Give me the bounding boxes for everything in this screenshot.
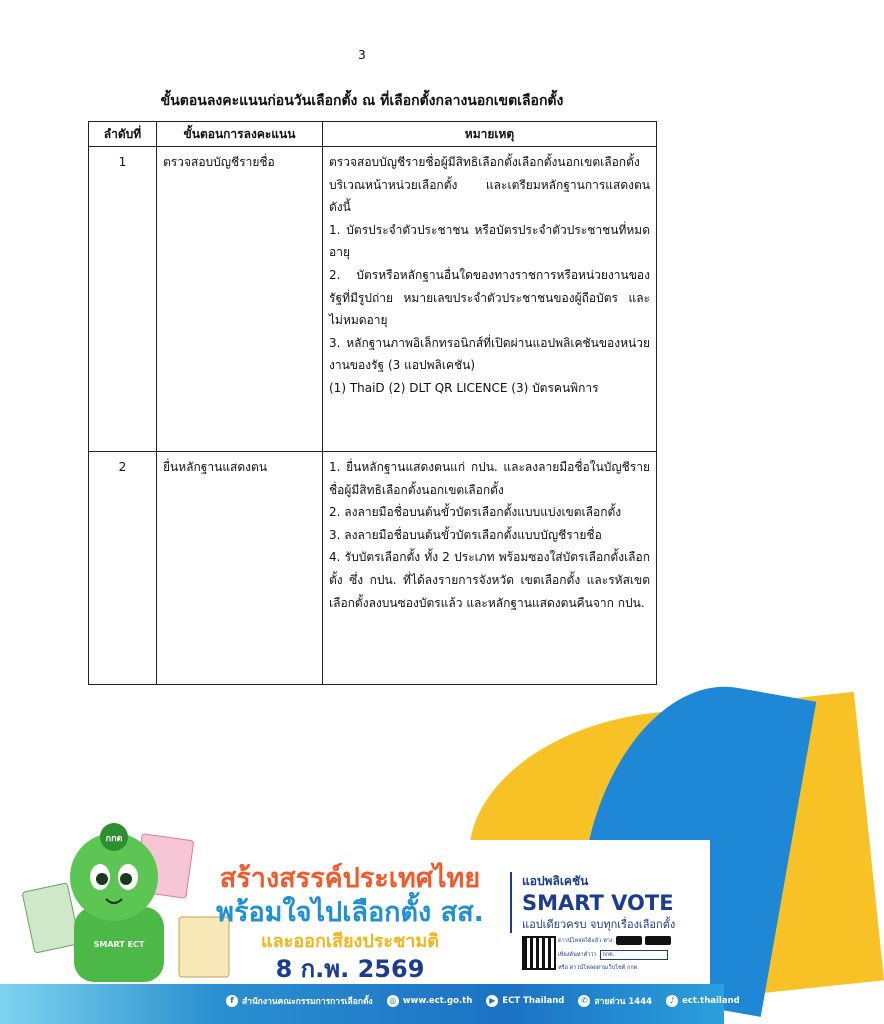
row-order: 2 — [89, 452, 157, 685]
header-step: ขั้นตอนการลงคะแนน — [157, 122, 323, 147]
slogan-line-3: และออกเสียงประชามติ — [261, 931, 439, 952]
contact-footer — [0, 984, 740, 1024]
download-text: ดาวน์โหลดได้แล้ว ทาง — [558, 937, 613, 944]
row-step: ตรวจสอบบัญชีรายชื่อ — [157, 147, 323, 452]
website-text: www.ect.go.th — [402, 996, 473, 1006]
globe-icon: ◎ — [387, 995, 399, 1007]
tiktok-icon: ♪ — [666, 995, 678, 1007]
ballot-card-icon — [22, 883, 80, 953]
row-step: ยื่นหลักฐานแสดงตน — [157, 452, 323, 685]
note-line: 2. ลงลายมือชื่อบนต้นขั้วบัตรเลือกตั้งแบบแบ่งเขตเลือกตั้ง — [329, 505, 622, 520]
voting-steps-table — [88, 121, 657, 685]
facebook-link[interactable] — [226, 994, 373, 1008]
app-search-hint — [558, 950, 668, 960]
note-line: (1) ThaiD (2) DLT QR LICENCE (3) บัตรคนพิการ — [329, 380, 599, 395]
note-line: 3. หลักฐานภาพอิเล็กทรอนิกส์ที่เปิดผ่านแอปพลิเคชันของหน่วยงานของรัฐ (3 แอปพลิเคชัน) — [329, 335, 650, 373]
website-link[interactable] — [387, 995, 473, 1007]
search-keyword: กกต. — [600, 950, 668, 960]
header-notes: หมายเหตุ — [323, 122, 657, 147]
mascot-badge: กกต — [105, 834, 123, 844]
note-line: 2. บัตรหรือหลักฐานอื่นใดของทางราชการหรือหน่วยงานของรัฐที่มีรูปถ่าย หมายเลขประจำตัวประชาชนของผู้ถือบัตร และไม่หมดอายุ — [329, 267, 650, 328]
app-store-badge-icon[interactable] — [616, 936, 642, 945]
phone-icon: ✆ — [578, 995, 590, 1007]
youtube-text: ECT Thailand — [502, 996, 565, 1006]
note-line: 1. บัตรประจำตัวประชาชน หรือบัตรประจำตัวประชาชนที่หมดอายุ — [329, 222, 650, 260]
app-tagline: แอปเดียวครบ จบทุกเรื่องเลือกตั้ง — [522, 918, 676, 931]
facebook-icon: f — [226, 995, 238, 1007]
row-notes — [323, 147, 657, 452]
google-play-badge-icon[interactable] — [645, 936, 671, 945]
table-row — [89, 147, 657, 452]
app-name: SMART VOTE — [522, 891, 674, 915]
website-download-text: หรือ ดาวน์โหลดผ่านเว็บไซต์ กกต. — [558, 965, 639, 971]
app-label: แอปพลิเคชัน — [522, 874, 589, 888]
smart-vote-promo — [510, 872, 722, 971]
page-number: 3 — [358, 48, 366, 62]
document-title: ขั้นตอนลงคะแนนก่อนวันเลือกตั้ง ณ ที่เลือกตั้งกลางนอกเขตเลือกตั้ง — [160, 93, 564, 109]
search-text: เพียงค้นหาคำว่า — [558, 952, 597, 958]
campaign-slogan — [190, 862, 510, 984]
header-order: ลำดับที่ — [89, 122, 157, 147]
store-badges — [558, 936, 671, 945]
tiktok-link[interactable] — [666, 995, 740, 1007]
hotline-text: สายด่วน 1444 — [594, 997, 653, 1007]
note-line: 4. รับบัตรเลือกตั้ง ทั้ง 2 ประเภท พร้อมซองใส่บัตรเลือกตั้งเลือกตั้ง ซึ่ง กปน. ที่ได้ลงรายการจังหวัด เขตเลือกตั้ง และรหัสเขตเลือกตั้งลงบนซองบัตรแล้ว และหลักฐานแสดงตนคืนจาก กปน. — [329, 550, 650, 610]
row-order: 1 — [89, 147, 157, 452]
election-date: 8 ก.พ. 2569 — [275, 955, 425, 983]
youtube-link[interactable] — [486, 995, 564, 1007]
office-name: สำนักงานคณะกรรมการการเลือกตั้ง — [242, 997, 373, 1007]
mascot-chest-label: SMART ECT — [93, 940, 145, 949]
table-row — [89, 452, 657, 685]
note-line: ตรวจสอบบัญชีรายชื่อผู้มีสิทธิเลือกตั้งเลือกตั้งนอกเขตเลือกตั้ง บริเวณหน้าหน่วยเลือกตั้ง และเตรียมหลักฐานการแสดงตน ดังนี้ — [329, 155, 650, 215]
hotline-link[interactable] — [578, 994, 652, 1008]
row-notes — [323, 452, 657, 685]
slogan-line-1: สร้างสรรค์ประเทศไทย — [219, 863, 481, 894]
qr-code-icon[interactable] — [522, 936, 556, 970]
campaign-banner — [0, 712, 740, 1024]
slogan-line-2: พร้อมใจไปเลือกตั้ง สส. — [216, 897, 484, 928]
note-line: 3. ลงลายมือชื่อบนต้นขั้วบัตรเลือกตั้งแบบบัญชีรายชื่อ — [329, 527, 602, 542]
table-header-row — [89, 122, 657, 147]
youtube-icon: ▶ — [486, 995, 498, 1007]
tiktok-text: ect.thailand — [682, 996, 740, 1006]
note-line: 1. ยื่นหลักฐานแสดงตนแก่ กปน. และลงลายมือชื่อในบัญชีรายชื่อผู้มีสิทธิเลือกตั้งนอกเขตเลือกตั้ง — [329, 460, 650, 497]
